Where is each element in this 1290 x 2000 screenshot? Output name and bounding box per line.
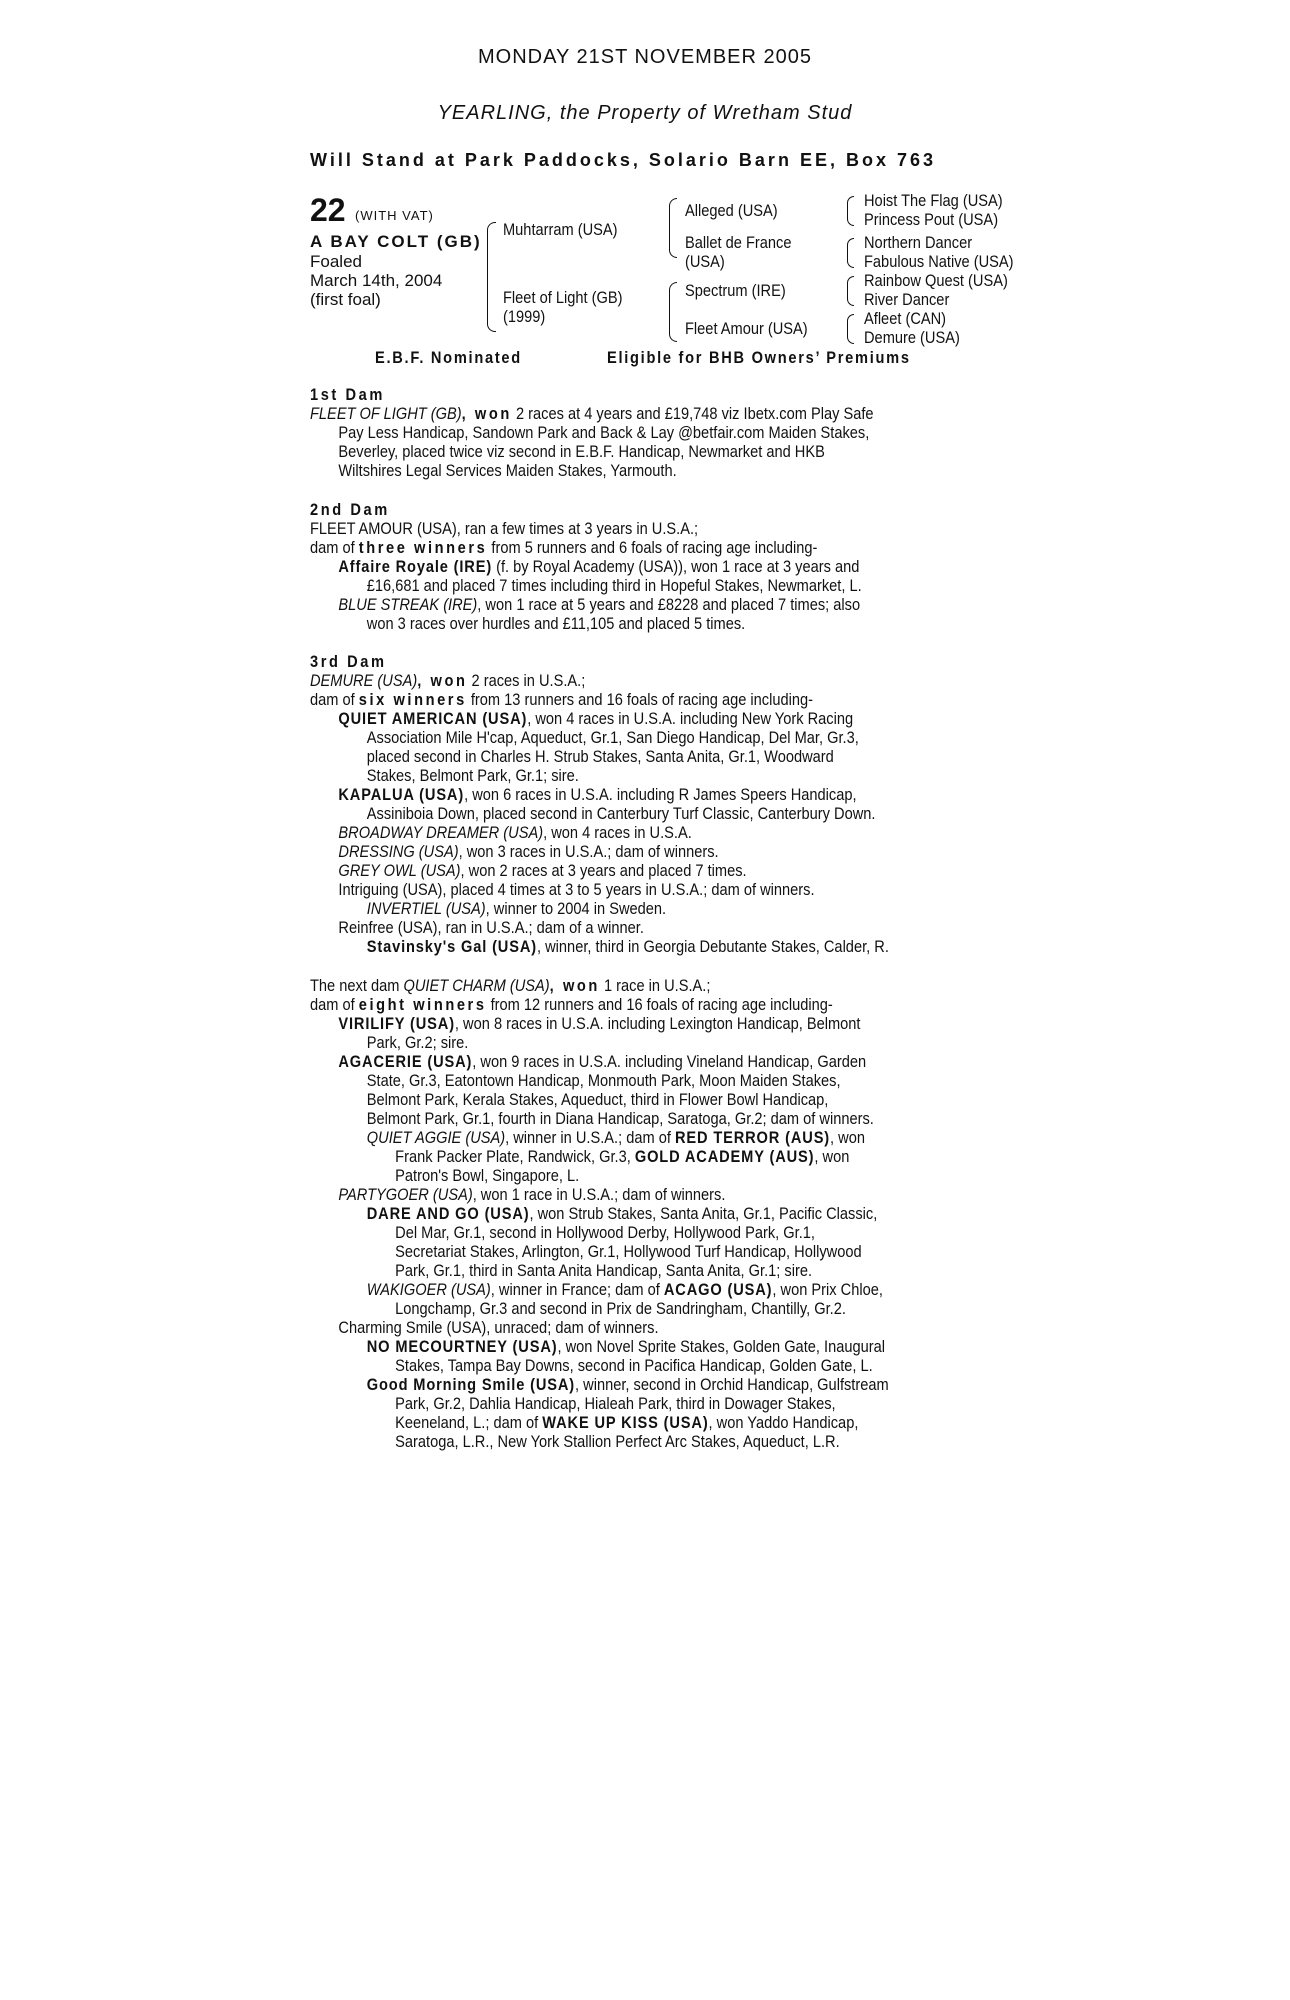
progeny-line: Stakes, Tampa Bay Downs, second in Pacifica Handicap, Golden Gate, L. <box>395 1356 873 1375</box>
horse-name: WAKIGOER (USA) <box>366 1280 491 1299</box>
progeny-line: Park, Gr.1, third in Santa Anita Handicap, Santa Anita, Gr.1; sire. <box>395 1261 813 1280</box>
lot-number: 22 <box>310 192 346 228</box>
progeny-line: GREY OWL (USA), won 2 races at 3 years and placed 7 times. <box>338 861 747 880</box>
dam-line: dam of three winners from 5 runners and 6 foals of racing age including- <box>310 538 818 557</box>
sire-sire: Alleged (USA) <box>685 201 778 220</box>
progeny-line: placed second in Charles H. Strub Stakes, Santa Anita, Gr.1, Woodward <box>366 747 834 766</box>
progeny-line: Longchamp, Gr.3 and second in Prix de Sandringham, Chantilly, Gr.2. <box>395 1299 846 1318</box>
horse-name: ACAGO (USA) <box>663 1280 773 1299</box>
progeny-line: PARTYGOER (USA), won 1 race in U.S.A.; dam of winners. <box>338 1185 726 1204</box>
horse-name: AGACERIE (USA) <box>338 1052 473 1071</box>
horse-name: WAKE UP KISS (USA) <box>542 1413 709 1432</box>
progeny-line: Park, Gr.2, Dahlia Handicap, Hialeah Park, third in Dowager Stakes, <box>395 1394 836 1413</box>
horse-name: NO MECOURTNEY (USA) <box>366 1337 558 1356</box>
progeny-line: Charming Smile (USA), unraced; dam of winners. <box>338 1318 659 1337</box>
progeny-line: won 3 races over hurdles and £11,105 and placed 5 times. <box>366 614 746 633</box>
horse-name: QUIET CHARM (USA) <box>403 976 550 995</box>
pedigree-brace <box>847 314 854 344</box>
horse-name: Stavinsky's Gal (USA) <box>366 937 537 956</box>
horse-name: DRESSING (USA) <box>338 842 459 861</box>
dam-line: DEMURE (USA), won 2 races in U.S.A.; <box>310 671 586 690</box>
progeny-line: Secretariat Stakes, Arlington, Gr.1, Hollywood Turf Handicap, Hollywood <box>395 1242 862 1261</box>
progeny-line: Intriguing (USA), placed 4 times at 3 to 5 years in U.S.A.; dam of winners. <box>338 880 815 899</box>
progeny-line: DRESSING (USA), won 3 races in U.S.A.; dam of winners. <box>338 842 719 861</box>
dam-line: The next dam QUIET CHARM (USA), won 1 race in U.S.A.; <box>310 976 711 995</box>
dam-line: Wiltshires Legal Services Maiden Stakes, Yarmouth. <box>338 461 677 480</box>
owners-premiums: Eligible for BHB Owners’ Premiums <box>607 348 911 367</box>
progeny-line: Association Mile H'cap, Aqueduct, Gr.1, San Diego Handicap, Del Mar, Gr.3, <box>366 728 859 747</box>
sire-dam-country: (USA) <box>685 252 725 271</box>
progeny-line: AGACERIE (USA), won 9 races in U.S.A. including Vineland Handicap, Garden <box>338 1052 867 1071</box>
horse-name: RED TERROR (AUS) <box>674 1128 831 1147</box>
dam-line: dam of six winners from 13 runners and 16 foals of racing age including- <box>310 690 814 709</box>
progeny-line: QUIET AGGIE (USA), winner in U.S.A.; dam of RED TERROR (AUS), won <box>366 1128 865 1147</box>
stand-location: Will Stand at Park Paddocks, Solario Barn EE, Box 763 <box>310 150 936 170</box>
ancestor: River Dancer <box>864 290 950 309</box>
horse-name: DARE AND GO (USA) <box>366 1204 530 1223</box>
horse-name: DEMURE (USA) <box>310 671 418 690</box>
pedigree-brace <box>669 198 677 258</box>
sire-name: Muhtarram (USA) <box>503 220 618 239</box>
horse-name: BROADWAY DREAMER (USA) <box>338 823 544 842</box>
progeny-line: Park, Gr.2; sire. <box>366 1033 469 1052</box>
pedigree-brace <box>847 196 854 226</box>
horse-description: A BAY COLT (GB) <box>310 232 482 251</box>
dam-line: Pay Less Handicap, Sandown Park and Back & Lay @betfair.com Maiden Stakes, <box>338 423 870 442</box>
progeny-line: DARE AND GO (USA), won Strub Stakes, Santa Anita, Gr.1, Pacific Classic, <box>366 1204 878 1223</box>
progeny-line: State, Gr.3, Eatontown Handicap, Monmouth Park, Moon Maiden Stakes, <box>366 1071 841 1090</box>
pedigree-brace <box>669 282 677 342</box>
sale-date: MONDAY 21ST NOVEMBER 2005 <box>477 46 812 68</box>
ebf-nominated: E.B.F. Nominated <box>375 348 522 367</box>
progeny-line: Frank Packer Plate, Randwick, Gr.3, GOLD ACADEMY (AUS), won <box>395 1147 850 1166</box>
horse-name: BLUE STREAK (IRE) <box>338 595 478 614</box>
foaled-label: Foaled <box>310 252 362 271</box>
horse-name: VIRILIFY (USA) <box>338 1014 455 1033</box>
next-dam-section <box>310 976 1290 1451</box>
ancestor: Hoist The Flag (USA) <box>864 191 1003 210</box>
dam-dam: Fleet Amour (USA) <box>685 319 808 338</box>
pedigree-brace <box>847 276 854 306</box>
progeny-line: Stavinsky's Gal (USA), winner, third in Georgia Debutante Stakes, Calder, R. <box>366 937 889 956</box>
progeny-line: Saratoga, L.R., New York Stallion Perfect Arc Stakes, Aqueduct, L.R. <box>395 1432 840 1451</box>
horse-name: KAPALUA (USA) <box>338 785 465 804</box>
horse-name: QUIET AMERICAN (USA) <box>338 709 528 728</box>
progeny-line: £16,681 and placed 7 times including third in Hopeful Stakes, Newmarket, L. <box>366 576 862 595</box>
progeny-line: Keeneland, L.; dam of WAKE UP KISS (USA), won Yaddo Handicap, <box>395 1413 859 1432</box>
pedigree-brace <box>847 238 854 268</box>
ancestor: Northern Dancer <box>864 233 973 252</box>
dam-line: FLEET AMOUR (USA), ran a few times at 3 years in U.S.A.; <box>310 519 699 538</box>
progeny-line: Good Morning Smile (USA), winner, second in Orchid Handicap, Gulfstream <box>366 1375 889 1394</box>
foaled-date: March 14th, 2004 <box>310 271 443 290</box>
horse-name: FLEET OF LIGHT (GB) <box>310 404 462 423</box>
horse-name: INVERTIEL (USA) <box>366 899 486 918</box>
progeny-line: Assiniboia Down, placed second in Canterbury Turf Classic, Canterbury Down. <box>366 804 876 823</box>
progeny-line: VIRILIFY (USA), won 8 races in U.S.A. including Lexington Handicap, Belmont <box>338 1014 861 1033</box>
horse-name: GREY OWL (USA) <box>338 861 461 880</box>
sire-dam: Ballet de France <box>685 233 792 252</box>
horse-name: GOLD ACADEMY (AUS) <box>634 1147 815 1166</box>
dam-line: FLEET OF LIGHT (GB), won 2 races at 4 years and £19,748 viz Ibetx.com Play Safe <box>310 404 874 423</box>
first-dam-section <box>310 385 1290 480</box>
dam-line: dam of eight winners from 12 runners and 16 foals of racing age including- <box>310 995 833 1014</box>
ancestor: Demure (USA) <box>864 328 960 347</box>
horse-name: Good Morning Smile (USA) <box>366 1375 576 1394</box>
progeny-line: INVERTIEL (USA), winner to 2004 in Sweden. <box>366 899 667 918</box>
progeny-line: NO MECOURTNEY (USA), won Novel Sprite Stakes, Golden Gate, Inaugural <box>366 1337 885 1356</box>
progeny-line: BROADWAY DREAMER (USA), won 4 races in U.S.A. <box>338 823 692 842</box>
progeny-line: Stakes, Belmont Park, Gr.1; sire. <box>366 766 579 785</box>
third-dam-section <box>310 652 1290 956</box>
dam-year: (1999) <box>503 307 546 326</box>
progeny-line: Affaire Royale (IRE) (f. by Royal Academy (USA)), won 1 race at 3 years and <box>338 557 860 576</box>
foal-note: (first foal) <box>310 290 381 309</box>
ancestor: Afleet (CAN) <box>864 309 947 328</box>
ancestor: Rainbow Quest (USA) <box>864 271 1008 290</box>
progeny-line: WAKIGOER (USA), winner in France; dam of ACAGO (USA), won Prix Chloe, <box>366 1280 883 1299</box>
progeny-line: KAPALUA (USA), won 6 races in U.S.A. including R James Speers Handicap, <box>338 785 857 804</box>
lot-subtitle: YEARLING, the Property of Wretham Stud <box>437 102 853 124</box>
progeny-line: BLUE STREAK (IRE), won 1 race at 5 years and £8228 and placed 7 times; also <box>338 595 861 614</box>
horse-name: PARTYGOER (USA) <box>338 1185 473 1204</box>
ancestor: Fabulous Native (USA) <box>864 252 1014 271</box>
progeny-line: Belmont Park, Kerala Stakes, Aqueduct, third in Flower Bowl Handicap, <box>366 1090 829 1109</box>
horse-name: QUIET AGGIE (USA) <box>366 1128 506 1147</box>
progeny-line: QUIET AMERICAN (USA), won 4 races in U.S.A. including New York Racing <box>338 709 854 728</box>
dam-sire: Spectrum (IRE) <box>685 281 786 300</box>
progeny-line: Patron's Bowl, Singapore, L. <box>395 1166 580 1185</box>
ancestor: Princess Pout (USA) <box>864 210 999 229</box>
progeny-line: Del Mar, Gr.1, second in Hollywood Derby, Hollywood Park, Gr.1, <box>395 1223 815 1242</box>
pedigree-brace <box>487 222 496 332</box>
dam-line: Beverley, placed twice viz second in E.B.F. Handicap, Newmarket and HKB <box>338 442 825 461</box>
vat-note: (WITH VAT) <box>355 208 434 223</box>
horse-name: Affaire Royale (IRE) <box>338 557 493 576</box>
section-heading: 2nd Dam <box>310 500 390 519</box>
progeny-line: Reinfree (USA), ran in U.S.A.; dam of a winner. <box>338 918 644 937</box>
section-heading: 3rd Dam <box>310 652 387 671</box>
dam-name: Fleet of Light (GB) <box>503 288 623 307</box>
second-dam-section <box>310 500 1290 633</box>
section-heading: 1st Dam <box>310 385 385 404</box>
progeny-line: Belmont Park, Gr.1, fourth in Diana Handicap, Saratoga, Gr.2; dam of winners. <box>366 1109 874 1128</box>
